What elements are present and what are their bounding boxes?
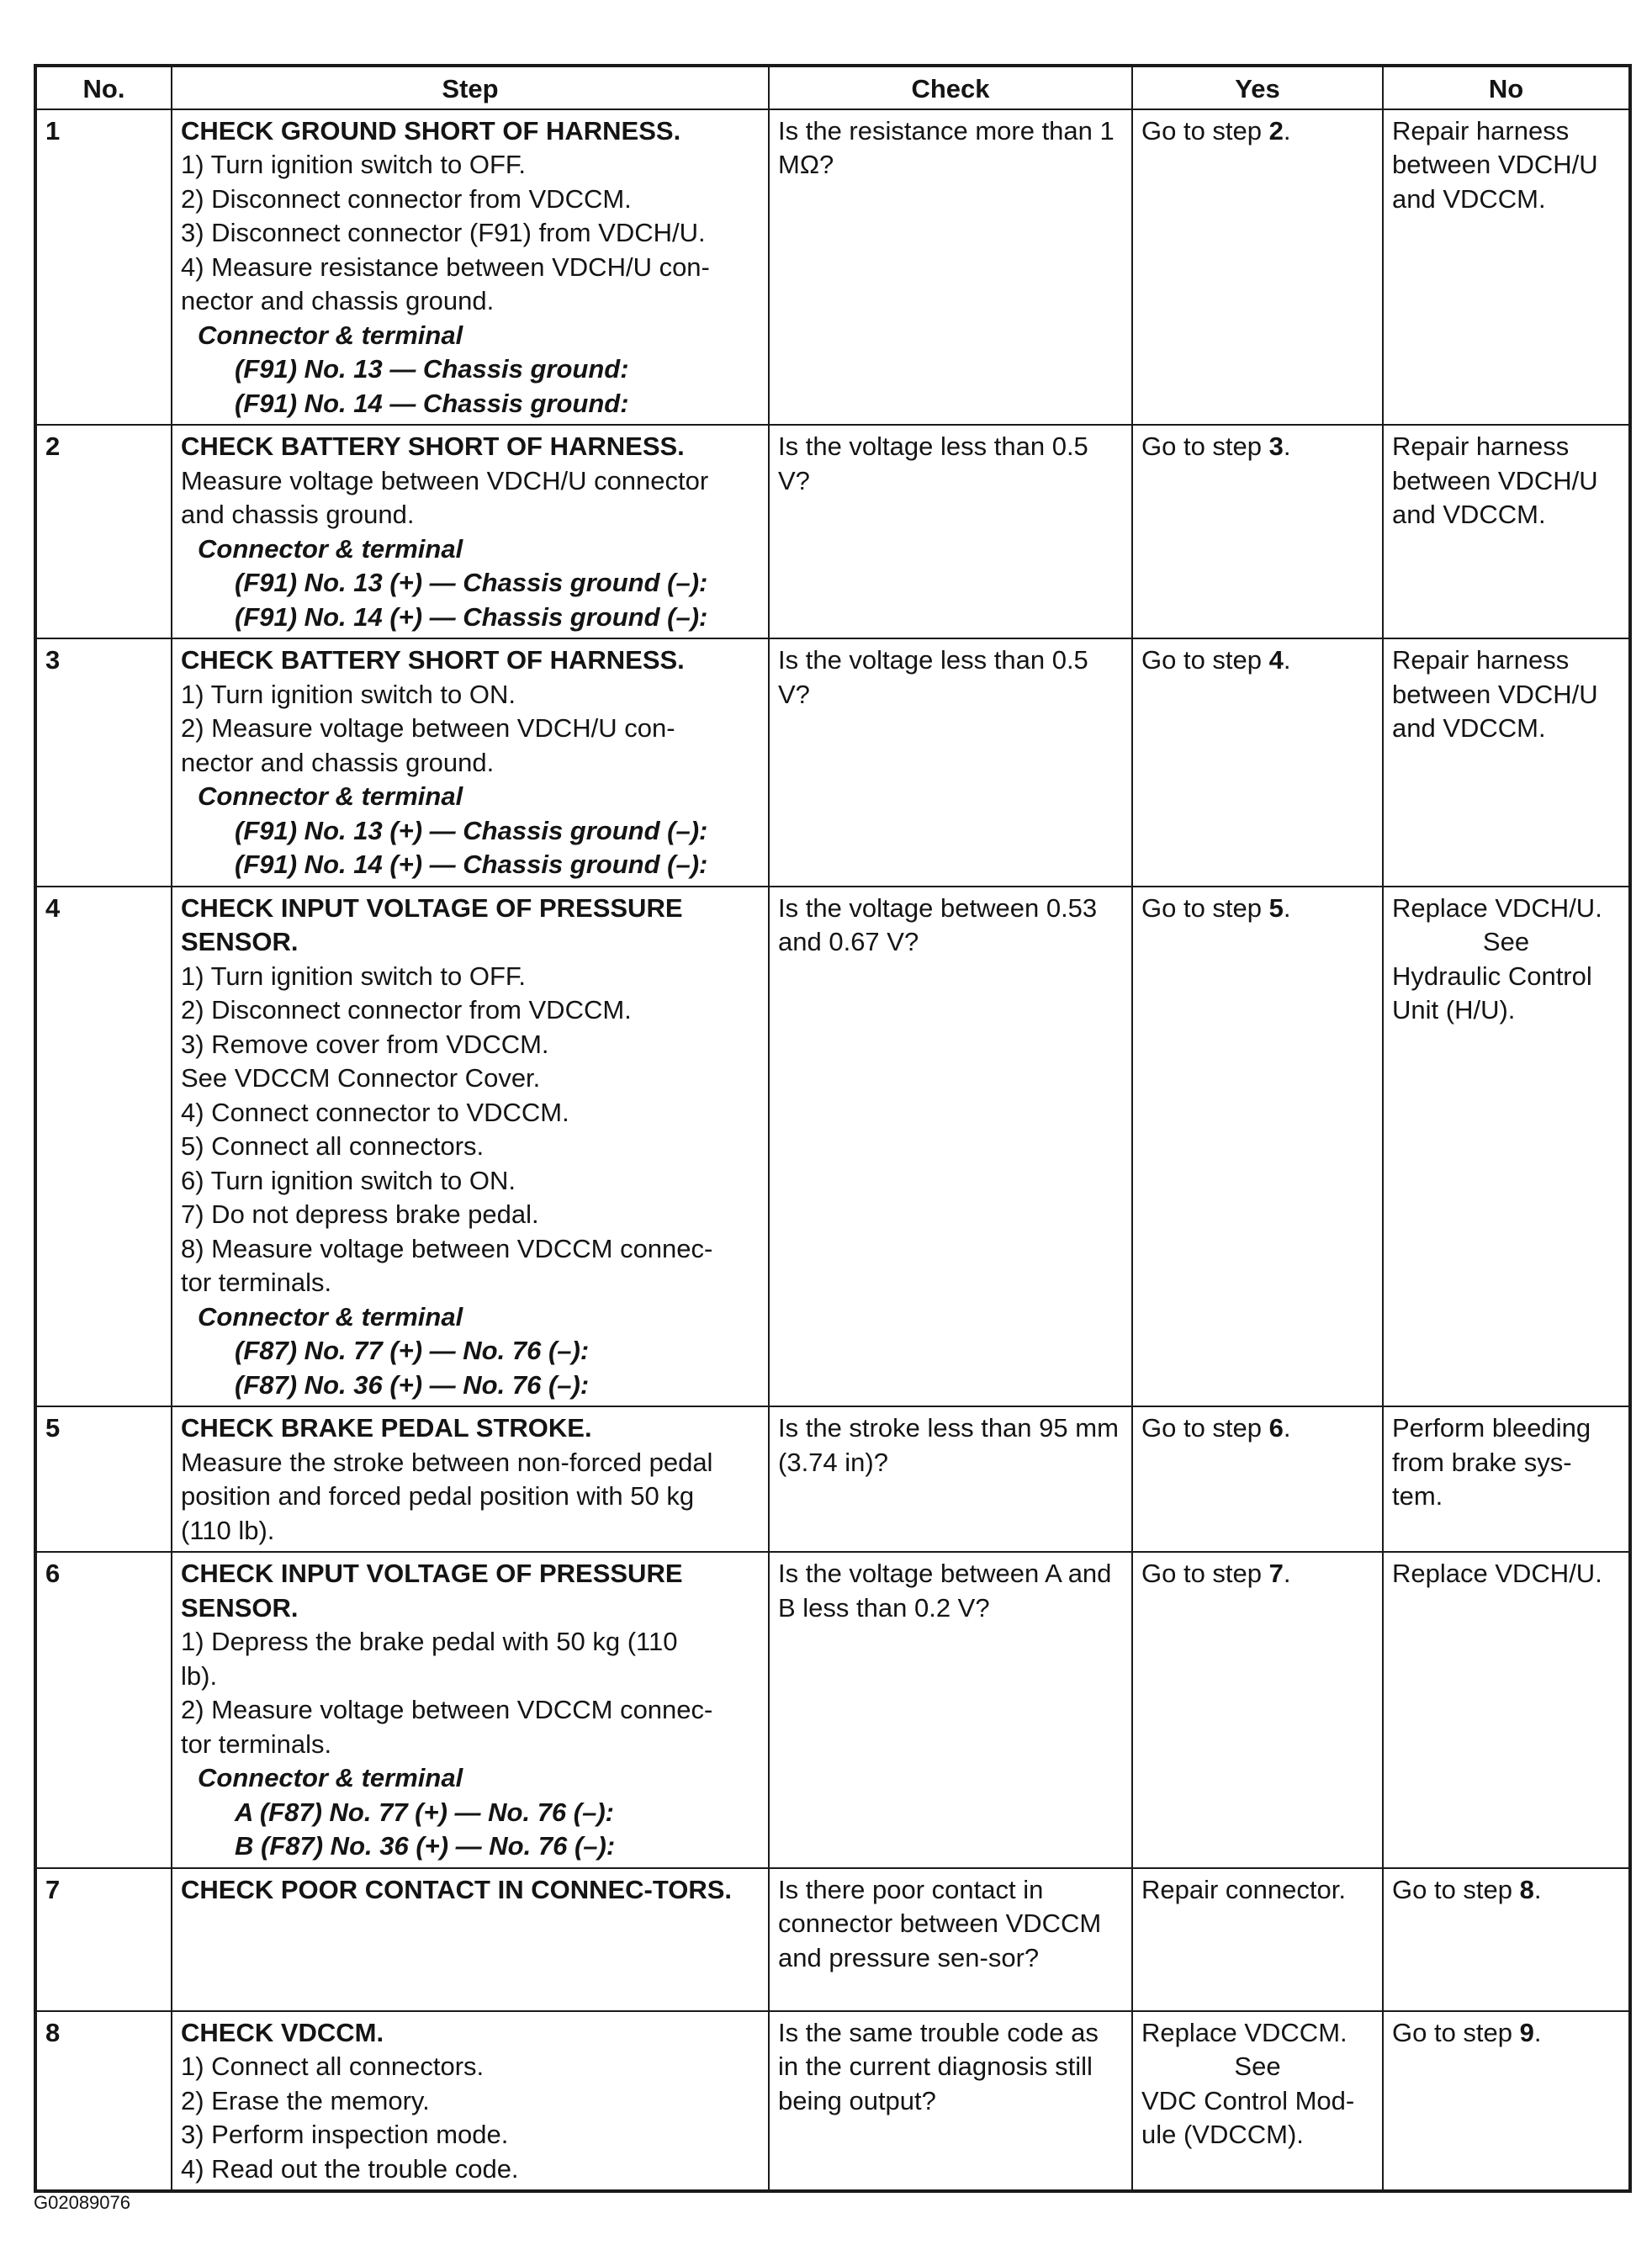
no-cell: Repair harness between VDCH/U and VDCCM.	[1383, 109, 1630, 426]
yes-line: Replace VDCCM.	[1141, 2017, 1348, 2047]
check-cell: Is the voltage between A and B less than 0.2 V?	[769, 1552, 1132, 1868]
yes-step-ref: 7	[1268, 1559, 1284, 1588]
terminal-line: A (F87) No. 77 (+) — No. 76 (–):	[235, 1797, 614, 1827]
step-title: CHECK BATTERY SHORT OF HARNESS.	[181, 431, 685, 461]
no-text: Go to step	[1392, 2017, 1520, 2047]
step-line: nector and chassis ground.	[181, 286, 495, 315]
terminal-line: B (F87) No. 36 (+) — No. 76 (–):	[235, 1831, 616, 1861]
no-cell: Go to step 9.	[1383, 2011, 1630, 2192]
step-cell	[172, 638, 769, 887]
row-number: 7	[35, 1868, 172, 2011]
terminal-line: (F91) No. 13 — Chassis ground:	[235, 354, 629, 384]
terminal-line: (F91) No. 14 (+) — Chassis ground (–):	[235, 601, 708, 632]
step-title: CHECK INPUT VOLTAGE OF PRESSURE SENSOR.	[181, 892, 683, 956]
header-step: Step	[172, 66, 769, 109]
figure-id: G02089076	[34, 2192, 130, 2213]
no-cell: Repair harness between VDCH/U and VDCCM.	[1383, 638, 1630, 887]
step-cell	[172, 425, 769, 638]
yes-text: Go to step	[1141, 115, 1269, 146]
table-row	[35, 1868, 1630, 2011]
yes-step-ref: 3	[1268, 431, 1284, 461]
row-number: 5	[35, 1406, 172, 1552]
step-title: CHECK POOR CONTACT IN CONNEC-TORS.	[181, 1874, 733, 1904]
step-cell	[172, 2011, 769, 2192]
header-no: No.	[35, 66, 172, 109]
step-title: CHECK VDCCM.	[181, 2017, 384, 2047]
step-cell	[172, 1868, 769, 2011]
terminal-line: (F91) No. 14 (+) — Chassis ground (–):	[235, 850, 708, 879]
yes-cell: Go to step 6.	[1132, 1406, 1383, 1552]
check-cell: Is the voltage less than 0.5 V?	[769, 638, 1132, 887]
row-number: 8	[35, 2011, 172, 2192]
header-yes: Yes	[1132, 66, 1383, 109]
terminal-line: (F91) No. 13 (+) — Chassis ground (–):	[235, 568, 708, 597]
yes-text: Go to step	[1141, 431, 1269, 461]
step-line: and chassis ground.	[181, 500, 415, 529]
step-cell	[172, 1552, 769, 1868]
yes-text: Go to step	[1141, 1559, 1269, 1588]
step-title: CHECK BATTERY SHORT OF HARNESS.	[181, 645, 685, 675]
connector-terminal-label: Connector & terminal	[198, 533, 463, 564]
step-line: lb).	[181, 1660, 218, 1691]
no-step-ref: 9	[1519, 2017, 1534, 2047]
step-line: 1) Connect all connectors.	[181, 2052, 484, 2081]
header-no-action: No	[1383, 66, 1630, 109]
row-number: 2	[35, 425, 172, 638]
table-header-row	[35, 66, 1630, 109]
yes-step-ref: 5	[1268, 892, 1284, 923]
check-cell: Is the voltage less than 0.5 V?	[769, 425, 1132, 638]
step-line: 1) Turn ignition switch to OFF.	[181, 961, 527, 991]
step-line: position and forced pedal position with 50 kg	[181, 1481, 695, 1511]
step-line: 2) Erase the memory.	[181, 2085, 430, 2115]
connector-terminal-label: Connector & terminal	[198, 1763, 463, 1792]
step-line: 1) Turn ignition switch to ON.	[181, 679, 516, 709]
step-line: 2) Measure voltage between VDCH/U con-	[181, 713, 675, 743]
no-see-label: See	[1482, 927, 1530, 956]
step-cell	[172, 109, 769, 426]
step-line: 1) Depress the brake pedal with 50 kg (110	[181, 1627, 678, 1656]
table-row	[35, 1406, 1630, 1552]
connector-terminal-label: Connector & terminal	[198, 781, 463, 811]
row-number: 1	[35, 109, 172, 426]
yes-cell: Go to step 7.	[1132, 1552, 1383, 1868]
terminal-line: (F91) No. 14 — Chassis ground:	[235, 388, 629, 418]
terminal-line: (F87) No. 77 (+) — No. 76 (–):	[235, 1336, 590, 1365]
no-cell: Repair harness between VDCH/U and VDCCM.	[1383, 425, 1630, 638]
connector-terminal-label: Connector & terminal	[198, 320, 463, 350]
table-row	[35, 887, 1630, 1407]
no-line: Unit (H/U).	[1392, 995, 1516, 1024]
yes-cell: Go to step 4.	[1132, 638, 1383, 887]
step-line: 4) Connect connector to VDCCM.	[181, 1097, 569, 1127]
table-row	[35, 2011, 1630, 2192]
step-line: 2) Disconnect connector from VDCCM.	[181, 995, 632, 1024]
step-line: 1) Turn ignition switch to OFF.	[181, 150, 527, 179]
row-number: 6	[35, 1552, 172, 1868]
step-line: 7) Do not depress brake pedal.	[181, 1199, 539, 1229]
no-cell: Go to step 8.	[1383, 1868, 1630, 2011]
yes-cell: Go to step 2.	[1132, 109, 1383, 426]
table-row	[35, 1552, 1630, 1868]
no-step-ref: 8	[1519, 1874, 1534, 1904]
no-text: Go to step	[1392, 1874, 1520, 1904]
step-line: 5) Connect all connectors.	[181, 1131, 484, 1161]
step-title: CHECK BRAKE PEDAL STROKE.	[181, 1413, 592, 1443]
step-line: (110 lb).	[181, 1515, 275, 1545]
check-cell: Is the stroke less than 95 mm (3.74 in)?	[769, 1406, 1132, 1552]
no-line: Replace VDCH/U.	[1392, 892, 1602, 923]
check-cell: Is the voltage between 0.53 and 0.67 V?	[769, 887, 1132, 1407]
row-number: 3	[35, 638, 172, 887]
header-check: Check	[769, 66, 1132, 109]
step-line: 4) Read out the trouble code.	[181, 2153, 519, 2184]
diagnostic-procedure-sheet	[34, 64, 1628, 2193]
check-cell: Is the resistance more than 1 MΩ?	[769, 109, 1132, 426]
row-number: 4	[35, 887, 172, 1407]
yes-cell	[1132, 2011, 1383, 2192]
yes-step-ref: 4	[1268, 645, 1284, 675]
step-line: Measure voltage between VDCH/U connector	[181, 465, 709, 495]
yes-step-ref: 6	[1268, 1413, 1284, 1443]
step-line: 4) Measure resistance between VDCH/U con-	[181, 251, 710, 282]
table-row	[35, 425, 1630, 638]
yes-text: Go to step	[1141, 645, 1269, 675]
step-line: 8) Measure voltage between VDCCM connec-	[181, 1233, 713, 1263]
step-line: 6) Turn ignition switch to ON.	[181, 1165, 516, 1195]
no-cell	[1383, 887, 1630, 1407]
check-cell: Is there poor contact in connector between VDCCM and pressure sen-sor?	[769, 1868, 1132, 2011]
table-row	[35, 638, 1630, 887]
yes-cell: Repair connector.	[1132, 1868, 1383, 2011]
step-line: tor terminals.	[181, 1268, 332, 1297]
no-cell: Perform bleeding from brake sys-tem.	[1383, 1406, 1630, 1552]
yes-line: ule (VDCCM).	[1141, 2120, 1304, 2149]
step-line: 3) Remove cover from VDCCM.	[181, 1029, 549, 1059]
terminal-line: (F87) No. 36 (+) — No. 76 (–):	[235, 1369, 590, 1400]
terminal-line: (F91) No. 13 (+) — Chassis ground (–):	[235, 815, 708, 845]
step-line: See VDCCM Connector Cover.	[181, 1063, 541, 1093]
step-line: 2) Measure voltage between VDCCM connec-	[181, 1695, 713, 1724]
yes-cell: Go to step 5.	[1132, 887, 1383, 1407]
yes-cell: Go to step 3.	[1132, 425, 1383, 638]
no-line: Hydraulic Control	[1392, 961, 1592, 991]
yes-line: VDC Control Mod-	[1141, 2085, 1355, 2115]
yes-see-label: See	[1234, 2052, 1281, 2081]
diagnostic-table	[34, 64, 1632, 2193]
step-line: Measure the stroke between non-forced pedal	[181, 1447, 713, 1477]
step-line: 2) Disconnect connector from VDCCM.	[181, 183, 632, 214]
check-cell: Is the same trouble code as in the current diagnosis still being output?	[769, 2011, 1132, 2192]
table-row	[35, 109, 1630, 426]
step-line: tor terminals.	[181, 1729, 332, 1759]
yes-step-ref: 2	[1268, 115, 1284, 146]
step-line: 3) Disconnect connector (F91) from VDCH/U.	[181, 218, 706, 247]
connector-terminal-label: Connector & terminal	[198, 1301, 463, 1332]
step-title: CHECK INPUT VOLTAGE OF PRESSURE SENSOR.	[181, 1559, 683, 1623]
step-title: CHECK GROUND SHORT OF HARNESS.	[181, 115, 681, 146]
yes-text: Go to step	[1141, 892, 1269, 923]
step-line: 3) Perform inspection mode.	[181, 2120, 509, 2149]
no-cell: Replace VDCH/U.	[1383, 1552, 1630, 1868]
step-cell	[172, 887, 769, 1407]
step-line: nector and chassis ground.	[181, 747, 495, 777]
yes-text: Go to step	[1141, 1413, 1269, 1443]
step-cell	[172, 1406, 769, 1552]
